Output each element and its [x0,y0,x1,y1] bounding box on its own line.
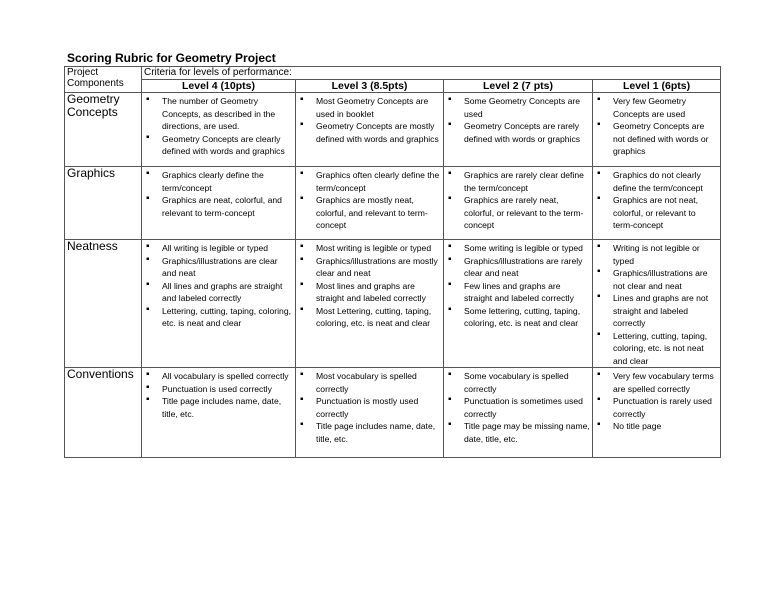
level-1-header: Level 1 (6pts) [593,80,721,93]
criteria-item: ▪ Graphics are not neat, colorful, or relevant to term-concept [595,194,718,232]
criteria-item: ▪ Graphics do not clearly define the term/concept [595,169,718,194]
criteria-item: ▪ Graphics are neat, colorful, and relevant to term-concept [144,194,293,219]
criteria-cell-level-1 [593,368,721,458]
criteria-item: ▪ Geometry Concepts are rarely defined with words or graphics [446,120,590,145]
criteria-item: ▪ Graphics often clearly define the term/concept [298,169,441,194]
criteria-list [298,242,441,330]
criteria-item: ▪ Geometry Concepts are clearly defined with words and graphics [144,133,293,158]
criteria-cell-level-2 [444,240,593,368]
criteria-item: ▪ Graphics clearly define the term/concept [144,169,293,194]
table-row [65,368,721,458]
criteria-cell-level-1 [593,167,721,240]
component-label: Neatness [65,240,142,368]
level-2-header: Level 2 (7 pts) [444,80,593,93]
component-label: Conventions [65,368,142,458]
header-row-criteria [65,67,721,80]
criteria-cell-level-4 [142,368,296,458]
criteria-item: ▪ Most writing is legible or typed [298,242,441,255]
criteria-cell-level-3 [296,167,444,240]
table-row [65,167,721,240]
criteria-list [144,169,293,219]
criteria-item: ▪ Very few Geometry Concepts are used [595,95,718,120]
criteria-item: ▪ No title page [595,420,718,433]
criteria-item: ▪ The number of Geometry Concepts, as described in the directions, are used. [144,95,293,133]
component-label: Graphics [65,167,142,240]
criteria-item: ▪ Most Geometry Concepts are used in booklet [298,95,441,120]
criteria-item: ▪ Graphics/illustrations are rarely clear and neat [446,255,590,280]
criteria-list [298,169,441,232]
criteria-item: ▪ Punctuation is sometimes used correctly [446,395,590,420]
component-label: Geometry Concepts [65,93,142,167]
criteria-item: ▪ Punctuation is mostly used correctly [298,395,441,420]
criteria-item: ▪ All writing is legible or typed [144,242,293,255]
criteria-item: ▪ Some writing is legible or typed [446,242,590,255]
table-row [65,240,721,368]
criteria-list [446,169,590,232]
rubric-title: Scoring Rubric for Geometry Project [67,51,276,65]
criteria-item: ▪ Some vocabulary is spelled correctly [446,370,590,395]
criteria-cell-level-2 [444,167,593,240]
table-row [65,93,721,167]
criteria-cell-level-2 [444,368,593,458]
criteria-cell-level-3 [296,368,444,458]
criteria-list [595,370,718,433]
criteria-cell-level-4 [142,240,296,368]
criteria-item: ▪ Title page includes name, date, title, etc. [298,420,441,445]
criteria-item: ▪ Title page includes name, date, title, etc. [144,395,293,420]
criteria-cell-level-3 [296,93,444,167]
criteria-list [446,370,590,445]
criteria-item: ▪ Most lines and graphs are straight and labeled correctly [298,280,441,305]
criteria-header: Criteria for levels of performance: [142,67,721,80]
criteria-item: ▪ Graphics are rarely clear define the term/concept [446,169,590,194]
rubric-table [64,66,721,458]
level-3-header: Level 3 (8.5pts) [296,80,444,93]
criteria-item: ▪ All vocabulary is spelled correctly [144,370,293,383]
criteria-list [446,242,590,330]
criteria-item: ▪ Lettering, cutting, taping, coloring, etc. is neat and clear [144,305,293,330]
criteria-list [144,242,293,330]
criteria-item: ▪ Lettering, cutting, taping, coloring, etc. is not neat and clear [595,330,718,368]
criteria-cell-level-3 [296,240,444,368]
criteria-list [595,169,718,232]
criteria-item: ▪ Very few vocabulary terms are spelled correctly [595,370,718,395]
criteria-cell-level-4 [142,167,296,240]
criteria-cell-level-4 [142,93,296,167]
criteria-list [144,370,293,420]
criteria-item: ▪ Graphics/illustrations are mostly clear and neat [298,255,441,280]
criteria-item: ▪ Punctuation is rarely used correctly [595,395,718,420]
criteria-list [595,95,718,158]
criteria-item: ▪ Most Lettering, cutting, taping, coloring, etc. is neat and clear [298,305,441,330]
header-row-levels [65,80,721,93]
criteria-item: ▪ Graphics are mostly neat, colorful, and relevant to term-concept [298,194,441,232]
criteria-item: ▪ Most vocabulary is spelled correctly [298,370,441,395]
criteria-item: ▪ All lines and graphs are straight and labeled correctly [144,280,293,305]
criteria-list [144,95,293,158]
criteria-item: ▪ Few lines and graphs are straight and labeled correctly [446,280,590,305]
criteria-item: ▪ Geometry Concepts are mostly defined with words and graphics [298,120,441,145]
level-4-header: Level 4 (10pts) [142,80,296,93]
criteria-item: ▪ Some lettering, cutting, taping, coloring, etc. is neat and clear [446,305,590,330]
criteria-item: ▪ Geometry Concepts are not defined with words or graphics [595,120,718,158]
criteria-item: ▪ Title page may be missing name, date, title, etc. [446,420,590,445]
criteria-cell-level-2 [444,93,593,167]
criteria-cell-level-1 [593,240,721,368]
criteria-list [298,370,441,445]
criteria-list [298,95,441,145]
criteria-item: ▪ Graphics are rarely neat, colorful, or relevant to the term-concept [446,194,590,232]
criteria-item: ▪ Graphics/illustrations are not clear and neat [595,267,718,292]
criteria-list [446,95,590,145]
criteria-item: ▪ Writing is not legible or typed [595,242,718,267]
criteria-cell-level-1 [593,93,721,167]
components-header: Project Components [65,67,142,93]
criteria-list [595,242,718,367]
criteria-item: ▪ Punctuation is used correctly [144,383,293,396]
criteria-item: ▪ Lines and graphs are not straight and labeled correctly [595,292,718,330]
criteria-item: ▪ Some Geometry Concepts are used [446,95,590,120]
criteria-item: ▪ Graphics/illustrations are clear and neat [144,255,293,280]
